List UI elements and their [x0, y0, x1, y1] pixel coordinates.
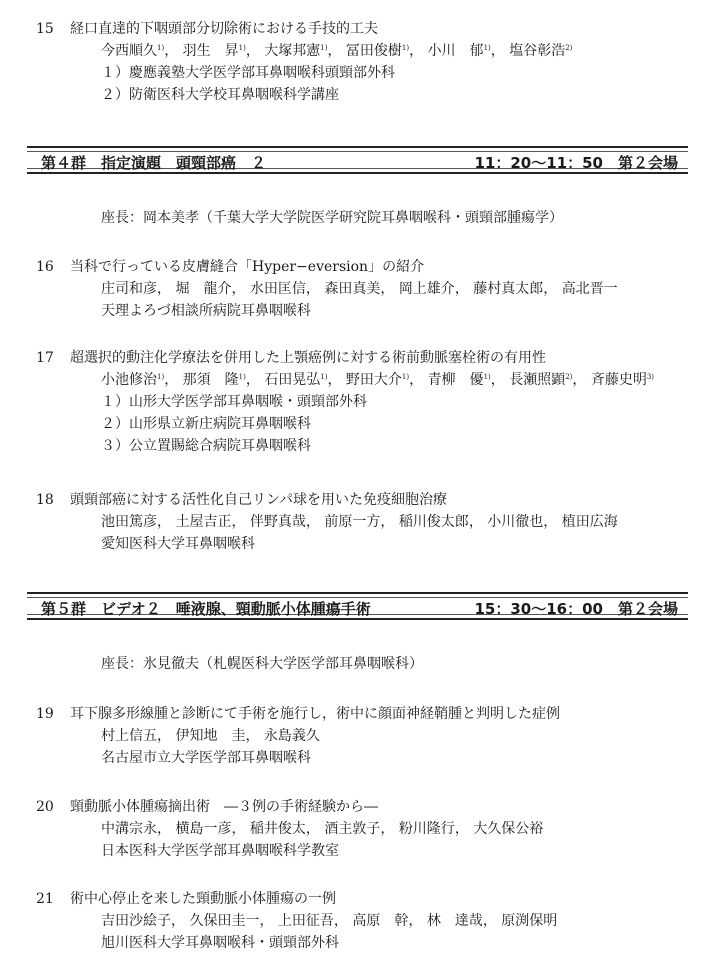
- affiliation: ２）山形県立新庄病院耳鼻咽喉科: [101, 416, 311, 432]
- author: 大塚邦憲$^{1)}$: [264, 43, 328, 59]
- author: 今西順久$^{1)}$: [101, 43, 165, 59]
- abstract-18: [36, 489, 686, 555]
- author: 酒主敦子: [324, 821, 381, 837]
- author: 村上信五: [101, 728, 157, 744]
- affiliation: 日本医科大学医学部耳鼻咽喉科学教室: [101, 843, 339, 859]
- author: 粉川隆行: [398, 821, 455, 837]
- abstract-title-line: [36, 347, 686, 369]
- author: 小川徹也: [487, 514, 544, 530]
- abstract-title: 術中心停止を来した頸動脈小体腫瘍の一例: [70, 891, 336, 907]
- author: 小川 郁$^{1)}$: [427, 43, 491, 59]
- affiliation: 旭川医科大学耳鼻咽喉科・頭頸部外科: [101, 935, 339, 951]
- session-time: 15：30〜16：00 第２会場: [474, 600, 678, 618]
- author: 石田晃弘$^{1)}$: [264, 372, 328, 388]
- abstract-20: [36, 796, 686, 862]
- author: 冨田俊樹$^{1)}$: [345, 43, 410, 59]
- session-title: 第５群 ビデオ２ 唾液腺、頸動脈小体腫瘍手術: [41, 600, 371, 618]
- abstract-17: [36, 347, 686, 457]
- author: 伴野真哉: [249, 514, 306, 530]
- abstract-number: 19: [36, 706, 54, 722]
- abstract-15: [36, 18, 686, 106]
- abstract-title-line: [36, 796, 686, 818]
- author: 永島義久: [263, 728, 320, 744]
- author: 原渕保明: [501, 913, 558, 929]
- author-list: 村上信五， 伊知地 圭， 永島義久: [101, 728, 320, 744]
- abstract-title: 耳下腺多形線腫と診断にて手術を施行し，術中に顔面神経鞘腫と判明した症例: [70, 706, 560, 722]
- session-header-4: [27, 146, 688, 174]
- author: 上田征吾: [277, 913, 334, 929]
- author: 塩谷彰浩$^{2)}$: [509, 43, 573, 59]
- author: 堀 龍介: [175, 281, 232, 297]
- author-list: 中溝宗永， 横島一彦， 稲井俊太， 酒主敦子， 粉川隆行， 大久保公裕: [101, 821, 544, 837]
- author: 斉藤史明$^{3)}$: [590, 372, 655, 388]
- abstract-title-line: [36, 18, 686, 40]
- affiliation: １）山形大学医学部耳鼻咽喉・頭頸部外科: [101, 394, 367, 410]
- author: 青柳 優$^{1)}$: [427, 372, 491, 388]
- author: 池田篤彦: [101, 514, 157, 530]
- session-time: 11：20〜11：50 第２会場: [474, 154, 678, 172]
- abstract-title: 超選択的動注化学療法を併用した上顎癌例に対する術前動脈塞栓術の有用性: [70, 350, 546, 366]
- abstract-title-line: [36, 256, 686, 278]
- affiliation: 天理よろづ相談所病院耳鼻咽喉科: [101, 303, 311, 319]
- author: 伊知地 圭: [175, 728, 246, 744]
- author: 那須 隆$^{1)}$: [182, 372, 246, 388]
- author-list: 庄司和彦， 堀 龍介， 水田匡信， 森田真美， 岡上雄介， 藤村真太郎， 高北晋一: [101, 281, 618, 297]
- author: 植田広海: [561, 514, 618, 530]
- author: 小池修治$^{1)}$: [101, 372, 165, 388]
- abstract-19: [36, 703, 686, 769]
- session-chair: 座長：岡本美孝（千葉大学大学院医学研究院耳鼻咽喉科・頭頸部腫瘍学）: [101, 210, 563, 226]
- abstract-title: 頭頸部癌に対する活性化自己リンパ球を用いた免疫細胞治療: [70, 492, 448, 508]
- abstract-number: 17: [36, 350, 54, 366]
- abstract-16: [36, 256, 686, 322]
- author: 水田匡信: [249, 281, 306, 297]
- author: 高原 幹: [352, 913, 409, 929]
- abstract-number: 21: [36, 891, 54, 907]
- affiliation: ３）公立置賜総合病院耳鼻咽喉科: [101, 438, 311, 454]
- abstract-number: 20: [36, 799, 54, 815]
- session-chair: 座長：氷見徹夫（札幌医科大学医学部耳鼻咽喉科）: [101, 656, 423, 672]
- author: 長瀬照顕$^{2)}$: [509, 372, 573, 388]
- abstract-title: 当科で行っている皮膚縫合「Hyper−eversion」の紹介: [70, 259, 425, 275]
- abstract-title: 頸動脈小体腫瘍摘出術 ―３例の手術経験から―: [70, 799, 378, 815]
- affiliation: 名古屋市立大学医学部耳鼻咽喉科: [101, 750, 311, 766]
- author: 野田大介$^{1)}$: [345, 372, 410, 388]
- affiliation: ２）防衛医科大学校耳鼻咽喉科学講座: [101, 87, 339, 103]
- author: 森田真美: [324, 281, 381, 297]
- author: 高北晋一: [561, 281, 618, 297]
- abstract-number: 16: [36, 259, 54, 275]
- affiliation: 愛知医科大学耳鼻咽喉科: [101, 536, 255, 552]
- author: 庄司和彦: [101, 281, 157, 297]
- author: 土屋吉正: [175, 514, 232, 530]
- author: 中溝宗永: [101, 821, 157, 837]
- author-list: 今西順久$^{1)}$， 羽生 昇$^{1)}$， 大塚邦憲$^{1)}$， 冨田俊樹$^{1)}$， 小川 郁$^{1)}$， 塩谷彰浩$^{2)}$: [101, 43, 573, 59]
- session-title: 第４群 指定演題 頭頸部癌 ２: [41, 154, 267, 172]
- author: 大久保公裕: [473, 821, 544, 837]
- author: 前原一方: [324, 514, 381, 530]
- author-list: 池田篤彦， 土屋吉正， 伴野真哉， 前原一方， 稲川俊太郎， 小川徹也， 植田広海: [101, 514, 618, 530]
- author: 稲川俊太郎: [398, 514, 469, 530]
- abstract-title: 経口直達的下咽頭部分切除術における手技的工夫: [70, 21, 378, 37]
- abstract-title-line: [36, 489, 686, 511]
- author: 藤村真太郎: [473, 281, 544, 297]
- abstract-number: 15: [36, 21, 54, 37]
- abstract-21: [36, 888, 686, 954]
- abstract-title-line: [36, 703, 686, 725]
- author-list: 小池修治$^{1)}$， 那須 隆$^{1)}$， 石田晃弘$^{1)}$， 野田大介$^{1)}$， 青柳 優$^{1)}$， 長瀬照顕$^{2)}$， 斉藤史明$^{3)}$: [101, 372, 655, 388]
- abstract-title-line: [36, 888, 686, 910]
- author: 横島一彦: [175, 821, 232, 837]
- abstract-number: 18: [36, 492, 54, 508]
- author: 稲井俊太: [249, 821, 306, 837]
- affiliation: １）慶應義塾大学医学部耳鼻咽喉科頭頸部外科: [101, 65, 395, 81]
- author: 岡上雄介: [398, 281, 455, 297]
- author-list: 吉田沙絵子， 久保田圭一， 上田征吾， 高原 幹， 林 達哉， 原渕保明: [101, 913, 558, 929]
- author: 林 達哉: [426, 913, 483, 929]
- author: 久保田圭一: [189, 913, 260, 929]
- author: 羽生 昇$^{1)}$: [182, 43, 246, 59]
- session-header-5: [27, 592, 688, 620]
- author: 吉田沙絵子: [101, 913, 171, 929]
